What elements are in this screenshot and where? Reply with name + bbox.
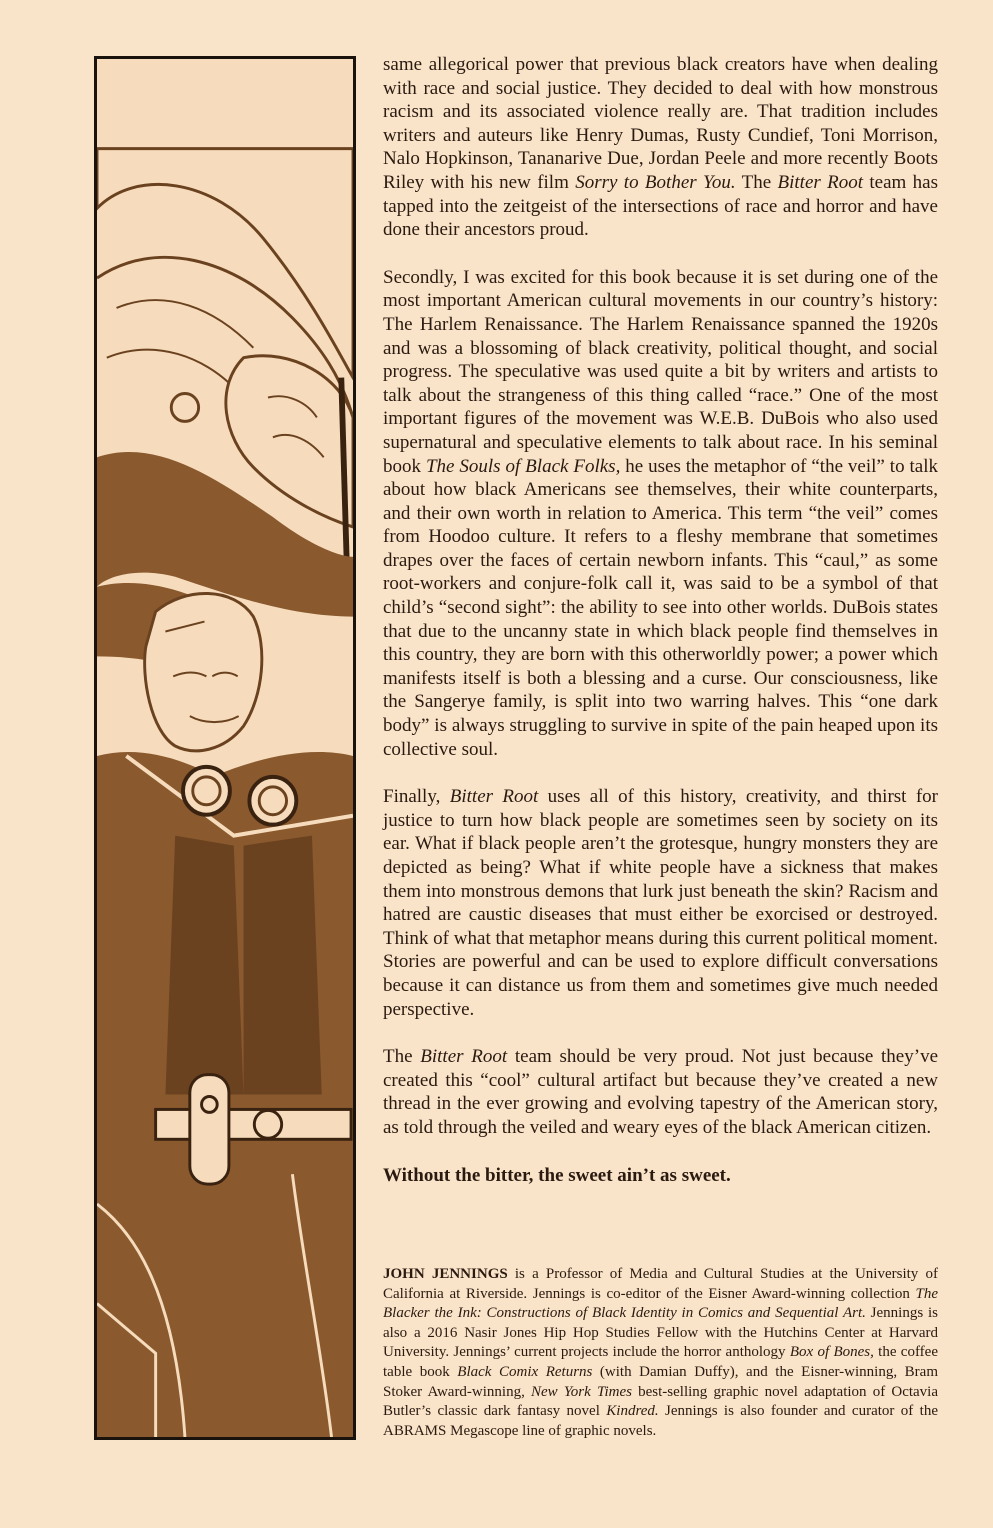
man-head bbox=[145, 594, 262, 751]
illustration-panel bbox=[94, 56, 356, 1440]
bold-run: JOHN JENNINGS bbox=[383, 1266, 508, 1282]
text-run: Secondly, I was excited for this book because it is set during one of the most important American cultural movements in our country’s history: The Harlem Renaissance. The Harlem Renaissance spanned the 1920s and was a blossoming of black creativity, political thought, and social progress. The speculative was used quite a bit by writers and artists to talk about the strangeness of this thing called “race.” One of the most important figures of the movement was W.E.B. DuBois who also used supernatural and speculative elements to talk about race. In his seminal book bbox=[383, 266, 938, 477]
text-run: he uses the metaphor of “the veil” to talk about how black Americans see themselves, their white counterparts, and their own worth in relation to America. This term “the veil” comes from Hoodoo culture. It refers to a fleshy membrane that sometimes drapes over the faces of certain newborn infants. This “caul,” as some root-workers and conjure-folk call it, was said to be a symbol of that child’s “second sight”: the ability to see into other worlds. DuBois states that due to the uncanny state in which black people find themselves in this country, they are born with this otherworldly power; a power which manifests itself is both a blessing and a curse. Our consciousness, like the Sangerye family, is split into two warring halves. This “one dark body” is always struggling to survive in spite of the pain heaped upon its collective soul. bbox=[383, 455, 938, 760]
italic-run: Sorry to Bother You. bbox=[575, 171, 736, 193]
text-run: The bbox=[735, 171, 778, 193]
text-run: team has tapped into the zeitgeist of the intersections of race and horror and have done their ancestors proud. bbox=[383, 171, 938, 241]
text-run: the coffee table book bbox=[383, 1344, 938, 1380]
text-run: same allegorical power that previous black creators have when dealing with race and social justice. They decided to deal with how monstrous racism and its associated violence really are. That tradition includes writers and auteurs like Henry Dumas, Rusty Cundief, Toni Morrison, Nalo Hopkinson, Tananarive Due, Jordan Peele and more recently Boots Riley with his new film bbox=[383, 54, 938, 193]
illustration-art bbox=[97, 59, 353, 1437]
italic-run: Bitter Root bbox=[420, 1046, 508, 1068]
author-bio bbox=[383, 1265, 938, 1441]
text-run: Jennings is also founder and curator of the ABRAMS Megascope line of graphic novels. bbox=[383, 1403, 938, 1439]
paragraph bbox=[383, 1045, 938, 1139]
italic-run: Box of Bones, bbox=[789, 1344, 874, 1361]
article-body bbox=[383, 53, 938, 1188]
holster bbox=[190, 1075, 229, 1185]
italic-run: Kindred. bbox=[606, 1403, 659, 1420]
goggle-left bbox=[183, 767, 230, 815]
closing-line: Without the bitter, the sweet ain’t as sweet. bbox=[383, 1164, 731, 1186]
goggle-right bbox=[249, 777, 296, 825]
paragraph bbox=[383, 266, 938, 761]
paragraph bbox=[383, 785, 938, 1021]
text-run: The bbox=[383, 1046, 421, 1068]
text-run: uses all of this history, creativity, and thirst for justice to turn how black people are sometimes seen by society on its ear. What if black people aren’t the grotesque, hungry monsters they are depicted as being? What if white people have a sickness that makes them into monstrous demons that lurk just beneath the skin? Racism and hatred are caustic diseases that must either be exorcised or destroyed. Think of what that metaphor means during this current political moment. Stories are powerful and can be used to explore difficult conversations because it can distance us from them and sometimes give much needed perspective. bbox=[383, 786, 938, 1020]
text-run: team should be very proud. Not just because they’ve created this “cool” cultural artifact but because they’ve created a new thread in the ever growing and evolving tapestry of the American story, as told through the veiled and weary eyes of the black American citizen. bbox=[383, 1046, 939, 1138]
italic-run: Bitter Root bbox=[777, 171, 864, 193]
italic-run: New York Times bbox=[531, 1383, 632, 1400]
paragraph bbox=[383, 53, 938, 242]
italic-run: The Souls of Black Folks, bbox=[425, 455, 621, 477]
italic-run: Bitter Root bbox=[449, 786, 539, 808]
text-run: is a Professor of Media and Cultural Studies at the University of California at Riverside. Jennings is co-editor of the Eisner Award-winning collection bbox=[383, 1266, 938, 1302]
italic-run: Black Comix Returns bbox=[457, 1363, 593, 1380]
text-run: Jennings is also a 2016 Nasir Jones Hip Hop Studies Fellow with the Hutchins Center at Harvard University. Jennings’ current projects include the horror anthology bbox=[383, 1305, 938, 1361]
text-run: Finally, bbox=[383, 786, 450, 808]
italic-run: The Blacker the Ink: Constructions of Black Identity in Comics and Sequential Art. bbox=[383, 1285, 938, 1322]
text-run: best-selling graphic novel adaptation of Octavia Butler’s classic dark fantasy novel bbox=[383, 1383, 939, 1420]
text-run: (with Damian Duffy), and the Eisner-winning, Bram Stoker Award-winning, bbox=[383, 1363, 938, 1400]
